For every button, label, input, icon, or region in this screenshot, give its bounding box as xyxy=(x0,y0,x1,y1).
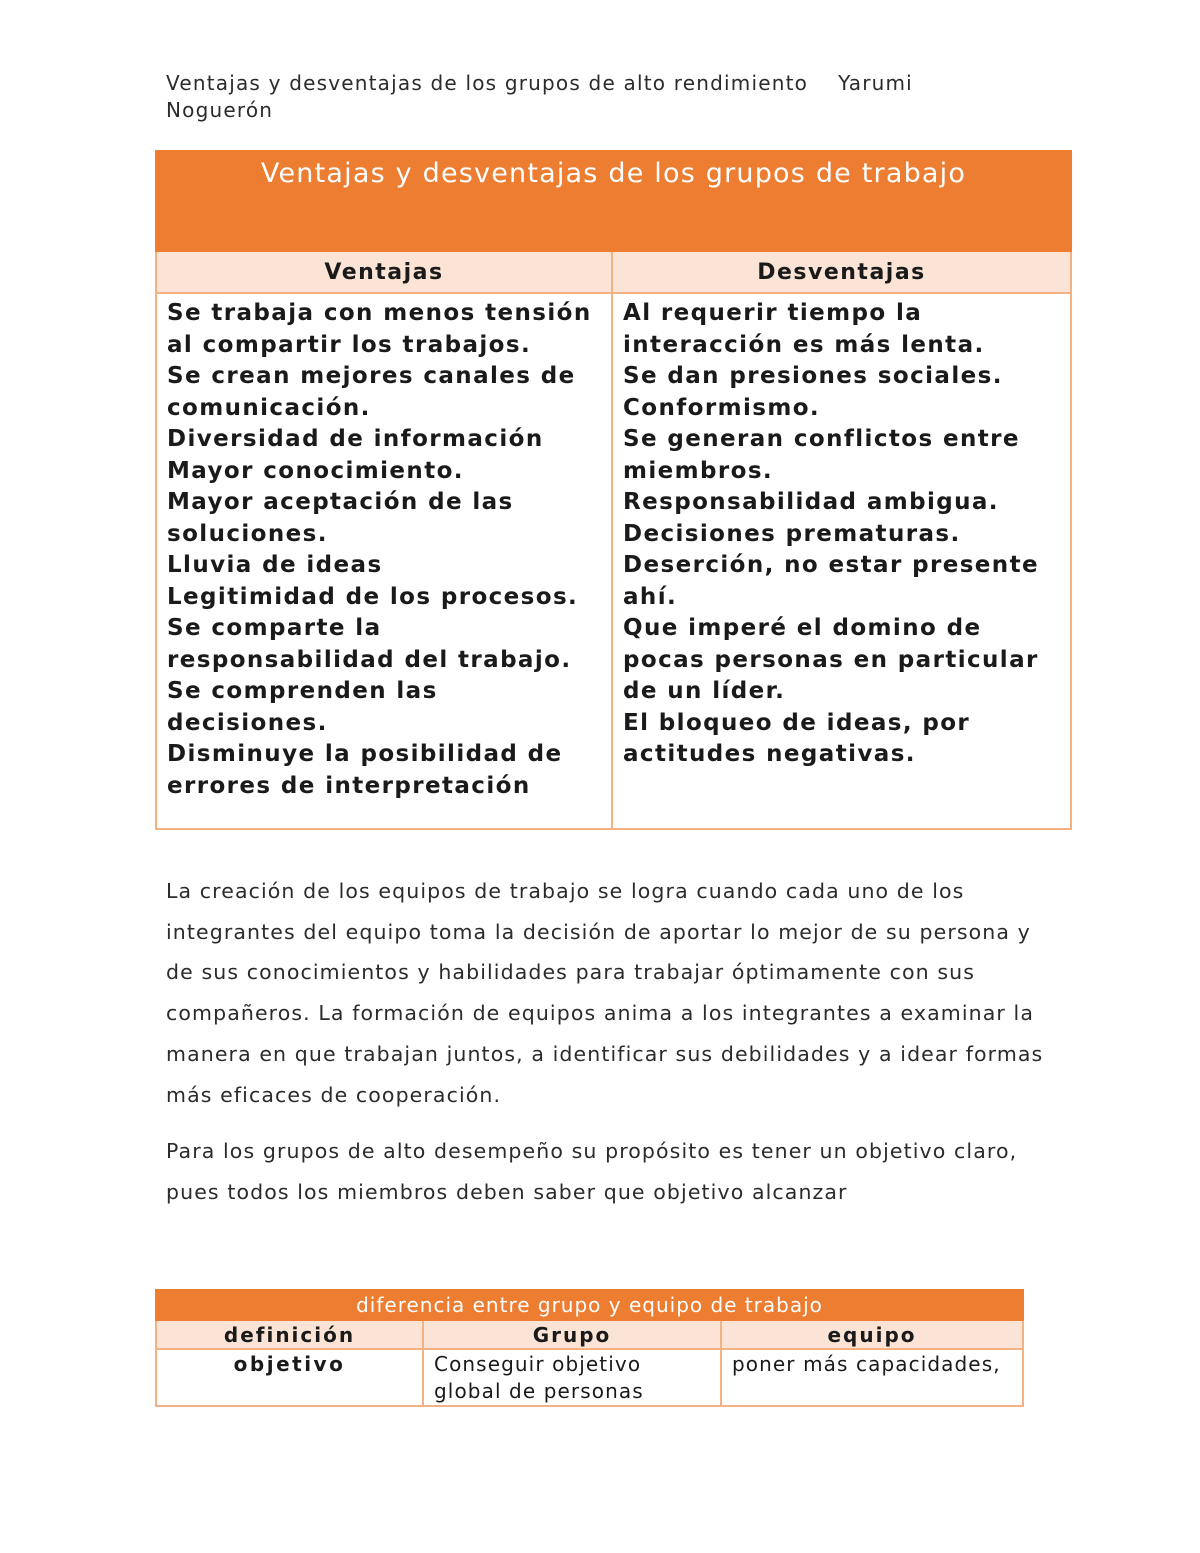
table2-title: diferencia entre grupo y equipo de trabajo xyxy=(156,1290,1023,1320)
desventaja-item: El bloqueo de ideas, por actitudes negativas. xyxy=(623,709,971,767)
header-author: Yarumi Noguerón xyxy=(166,71,913,122)
desventaja-item: Decisiones prematuras. xyxy=(623,520,961,547)
desventajas-cell xyxy=(612,293,1071,829)
desventaja-item: Al requerir tiempo la interacción es más lenta. xyxy=(623,300,985,358)
ventaja-item: Mayor conocimiento. xyxy=(167,457,464,484)
paragraph-alto-desempeno: Para los grupos de alto desempeño su propósito es tener un objetivo claro, pues todos los miembros deben saber que objetivo alcanzar xyxy=(166,1139,1018,1204)
ventaja-item: Mayor aceptación de las soluciones. xyxy=(167,489,514,547)
desventaja-item: Conformismo. xyxy=(623,394,821,421)
ventaja-item: Se comparte la responsabilidad del trabajo. xyxy=(167,615,572,673)
column-header-grupo: Grupo xyxy=(423,1320,721,1349)
ventaja-item: Se crean mejores canales de comunicación. xyxy=(167,363,576,421)
desventaja-item: Se dan presiones sociales. xyxy=(623,363,1003,389)
paragraph-equipos: La creación de los equipos de trabajo se logra cuando cada uno de los integrantes del equipo toma la decisión de aportar lo mejor de su persona y de sus conocimientos y habilidades para trabajar óptimamente con sus compañeros. La formación de equipos anima a los integrantes a examinar la manera en que trabajan juntos, a identificar sus debilidades y a idear formas más eficaces de cooperación. xyxy=(166,879,1044,1107)
desventaja-item: Que imperé el domino de pocas personas en particular de un líder. xyxy=(623,615,1039,704)
column-header-ventajas: Ventajas xyxy=(156,251,612,293)
desventaja-item: Responsabilidad ambigua. xyxy=(623,489,999,515)
column-header-equipo: equipo xyxy=(721,1320,1023,1349)
header-title: Ventajas y desventajas de los grupos de alto rendimiento xyxy=(166,71,809,95)
table1-title: Ventajas y desventajas de los grupos de trabajo xyxy=(156,151,1071,251)
column-header-desventajas: Desventajas xyxy=(612,251,1071,293)
ventaja-item: Disminuye la posibilidad de errores de interpretación xyxy=(167,741,563,799)
column-header-definicion: definición xyxy=(156,1320,423,1349)
ventaja-item: Se trabaja con menos tensión al compartir los trabajos. xyxy=(167,300,592,358)
desventaja-item: Deserción, no estar presente ahí. xyxy=(623,552,1039,610)
ventaja-item: Diversidad de información xyxy=(167,426,544,452)
desventaja-item: Se generan conflictos entre miembros. xyxy=(623,426,1020,484)
advantages-disadvantages-table xyxy=(155,150,1072,830)
row-equipo: poner más capacidades, xyxy=(721,1349,1023,1406)
group-vs-team-table xyxy=(155,1289,1024,1407)
document-header xyxy=(166,70,986,124)
ventajas-cell xyxy=(156,293,612,829)
row-grupo: Conseguir objetivo global de personas xyxy=(423,1349,721,1406)
ventaja-item: Legitimidad de los procesos. xyxy=(167,583,579,610)
row-definicion: objetivo xyxy=(156,1349,423,1406)
ventaja-item: Se comprenden las decisiones. xyxy=(167,678,438,736)
ventaja-item: Lluvia de ideas xyxy=(167,552,383,578)
table-row xyxy=(156,1349,1023,1406)
